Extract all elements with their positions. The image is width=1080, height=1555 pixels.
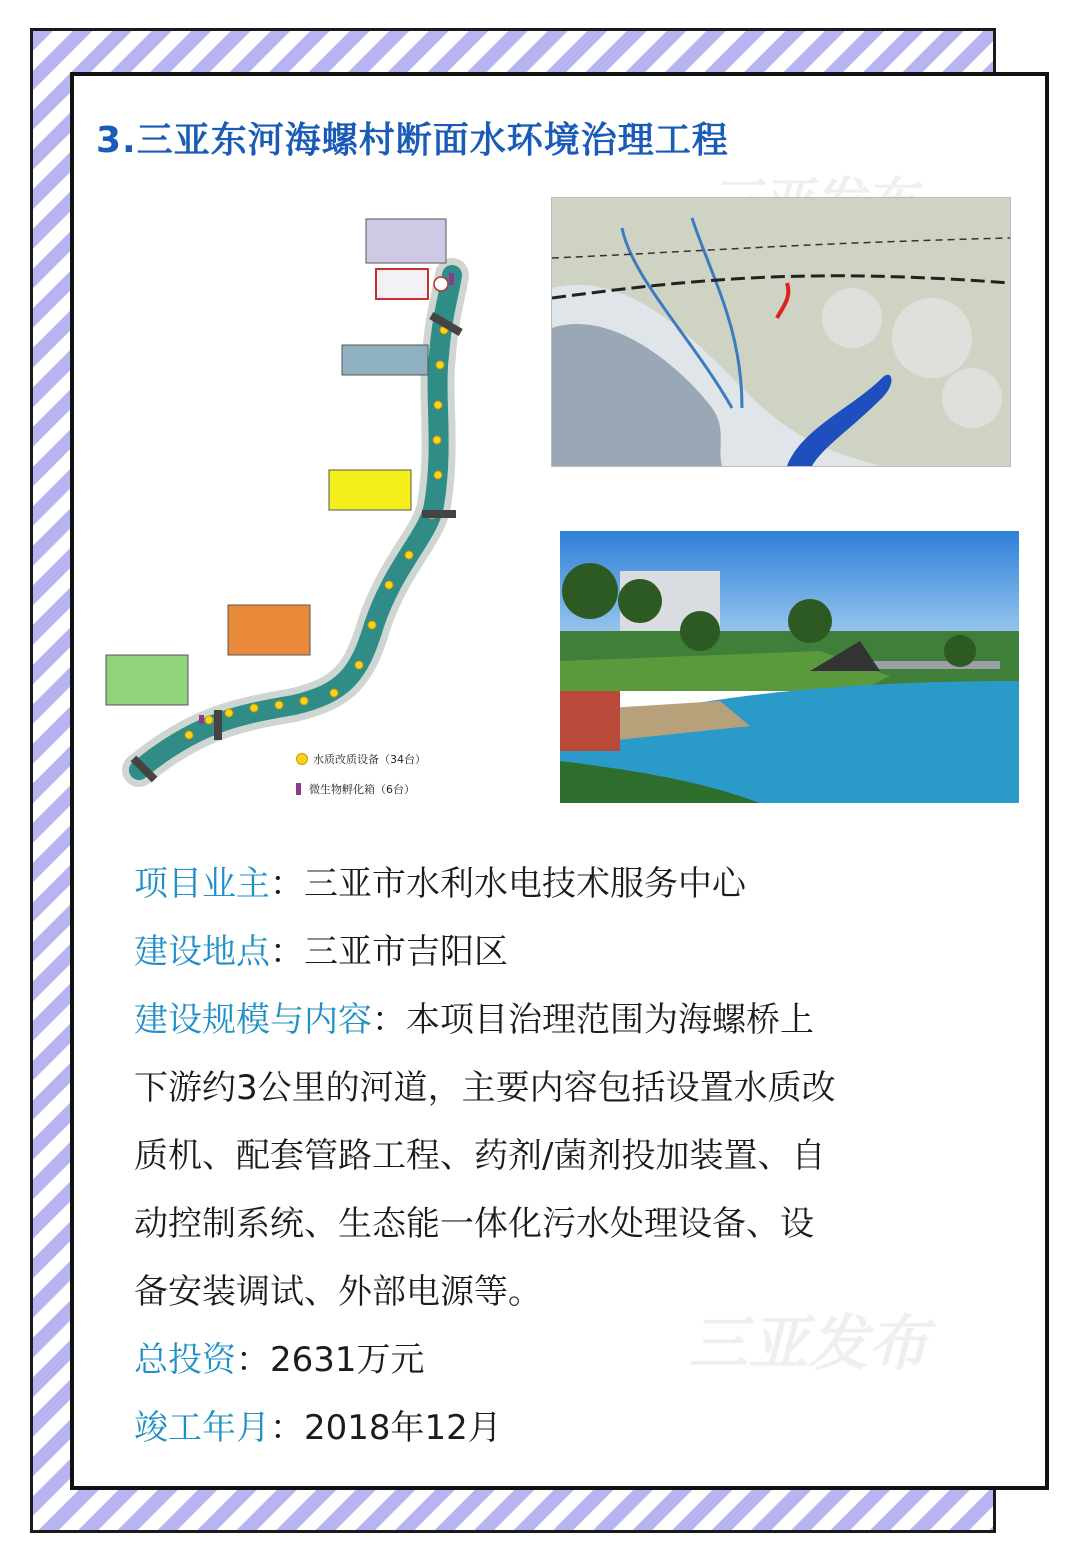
owner-value: 三亚市水利水电技术服务中心 <box>304 864 746 904</box>
owner-colon: ： <box>270 864 304 904</box>
location-label: 建设地点 <box>134 932 270 972</box>
location-colon: ： <box>270 932 304 972</box>
scale-value-line-3: 质机、配套管路工程、药剂/菌剂投加装置、自 <box>134 1136 826 1176</box>
info-location <box>134 918 984 986</box>
page-title: 3.三亚东河海螺村断面水环境治理工程 <box>96 120 729 161</box>
info-owner <box>134 850 984 918</box>
river-plan-svg <box>104 205 492 815</box>
completion-colon: ： <box>270 1408 304 1448</box>
scale-value-line-2: 下游约3公里的河道，主要内容包括设置水质改 <box>134 1068 836 1108</box>
location-value: 三亚市吉阳区 <box>304 932 508 972</box>
info-scale <box>134 986 984 1054</box>
scale-value-line-4: 动控制系统、生态能一体化污水处理设备、设 <box>134 1204 814 1244</box>
yellow-dot-icon <box>296 753 308 765</box>
investment-value: 2631万元 <box>270 1340 425 1380</box>
legend-item-water-device <box>296 748 426 770</box>
completion-label: 竣工年月 <box>134 1408 270 1448</box>
completion-value: 2018年12月 <box>304 1408 502 1448</box>
owner-label: 项目业主 <box>134 864 270 904</box>
river-legend <box>296 748 426 800</box>
legend-label-water-device: 水质改质设备（34台） <box>313 753 426 766</box>
legend-label-microbe-box: 微生物孵化箱（6台） <box>309 783 415 796</box>
landscape-rendering-svg <box>560 531 1019 803</box>
location-map-svg <box>552 198 1010 466</box>
watermark-bottom: 三亚发布 <box>688 1309 928 1379</box>
river-plan-figure <box>104 205 492 815</box>
location-map-figure <box>551 197 1011 467</box>
purple-bar-icon <box>296 783 301 795</box>
scale-value-line-5: 备安装调试、外部电源等。 <box>134 1272 542 1312</box>
scale-value-line-1: 本项目治理范围为海螺桥上 <box>406 1000 814 1040</box>
investment-label: 总投资 <box>134 1340 236 1380</box>
scale-colon: ： <box>372 1000 406 1040</box>
landscape-rendering-figure <box>560 531 1019 803</box>
info-completion <box>134 1394 984 1462</box>
scale-label: 建设规模与内容 <box>134 1000 372 1040</box>
legend-item-microbe-box <box>296 778 426 800</box>
investment-colon: ： <box>236 1340 270 1380</box>
